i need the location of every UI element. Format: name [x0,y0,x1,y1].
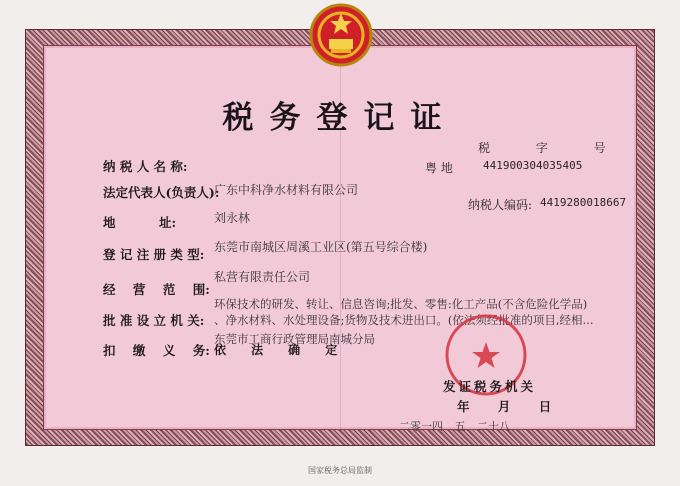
field-label-legal-rep: 法定代表人(负责人): [103,185,220,200]
field-value-legal-rep: 广东中科净水材料有限公司 [214,183,359,197]
date-labels: 年 月 日 [457,399,552,414]
supervisor-footer: 国家税务总局监制 [308,466,372,475]
issuing-authority-label: 发证税务机关 [443,379,537,394]
field-label-business-scope: 经 营 范 围: [103,282,210,297]
field-label-approval-authority: 批 准 设 立 机 关: [103,313,205,328]
field-value-scope-line-2: 、净水材料、水处理设备;货物及技术进出口。(依法须经批准的项目,经相... [214,313,594,327]
taxpayer-code-label: 纳税人编码: [468,198,533,212]
field-label-address: 地 址: [103,215,177,230]
tax-word-label: 税 字 号 [478,141,608,155]
issue-date: 二零一四 五 二十八 [399,420,510,433]
field-value-address: 刘永林 [214,211,251,225]
region-code: 粤 地 [425,161,453,175]
document-title: 税务登记证 [222,100,458,136]
national-emblem-icon [309,3,373,67]
certificate-number: 441900304035405 [483,159,583,172]
field-value-scope-line-1: 环保技术的研发、转让、信息咨询;批发、零售:化工产品(不含危险化学品) [214,297,588,311]
field-label-withholding: 扣 缴 义 务: [103,343,210,358]
field-value-business-scope: 私营有限责任公司 [214,270,311,284]
field-label-registration-type: 登 记 注 册 类 型: [103,247,205,262]
field-value-registration-type: 东莞市南城区周溪工业区(第五号综合楼) [214,240,428,254]
taxpayer-code: 4419280018667 [540,196,627,209]
field-value-withholding: 依 法 确 定 [214,343,338,357]
field-label-taxpayer-name: 纳 税 人 名 称: [103,159,188,174]
field-value-approval-authority: 东莞市工商行政管理局南城分局 [214,332,375,346]
